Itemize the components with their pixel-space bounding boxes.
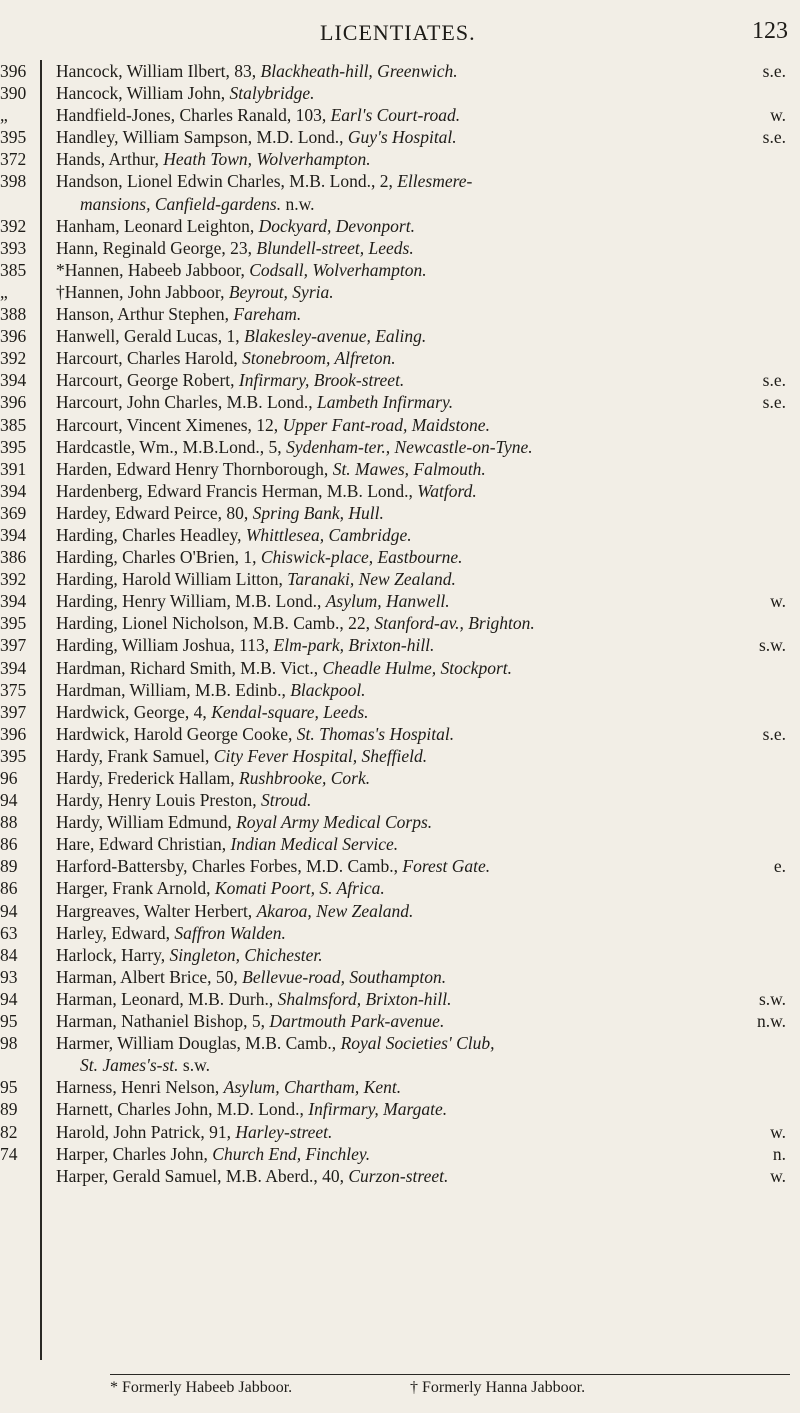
entry-address: Harley-street. bbox=[235, 1121, 333, 1142]
margin-number bbox=[0, 1054, 40, 1076]
entry-name: Harlock, Harry, bbox=[56, 944, 166, 965]
list-item bbox=[56, 723, 786, 745]
entry-name: Harding, William Joshua, 113, bbox=[56, 635, 270, 656]
entry-name: Harden, Edward Henry Thornborough, bbox=[56, 458, 329, 479]
entry-name: Hardman, Richard Smith, M.B. Vict., bbox=[56, 657, 319, 678]
entry-address: Spring Bank, Hull. bbox=[252, 502, 384, 523]
list-item bbox=[56, 82, 786, 104]
entry-name: Hanson, Arthur Stephen, bbox=[56, 304, 230, 325]
entry-address: Heath Town, Wolverhampton. bbox=[163, 149, 371, 170]
page-header bbox=[0, 14, 800, 54]
postal-district: n.w. bbox=[756, 1011, 786, 1032]
postal-district: s.e. bbox=[762, 370, 786, 391]
list-item bbox=[56, 303, 786, 325]
entry-address: Sydenham-ter., Newcastle-on-Tyne. bbox=[286, 436, 533, 457]
entry-name: †Hannen, John Jabboor, bbox=[56, 281, 225, 302]
list-item bbox=[56, 679, 786, 701]
footnote-formerly-hanna: † Formerly Hanna Jabboor. bbox=[410, 1379, 586, 1396]
margin-number: 95 bbox=[0, 1011, 18, 1032]
margin-number: 385 bbox=[0, 414, 27, 435]
entry-name: Handley, William Sampson, M.D. Lond., bbox=[56, 127, 344, 148]
entry-address: Bellevue-road, Southampton. bbox=[242, 966, 447, 987]
margin-number-column bbox=[0, 60, 40, 1165]
list-item bbox=[56, 414, 786, 436]
entry-address: Dockyard, Devonport. bbox=[258, 215, 415, 236]
entry-address: Church End, Finchley. bbox=[212, 1143, 371, 1164]
postal-district: s.w. bbox=[758, 635, 786, 656]
entry-name: Hands, Arthur, bbox=[56, 149, 159, 170]
entry-name: Hardcastle, Wm., M.B.Lond., 5, bbox=[56, 436, 282, 457]
margin-number: 396 bbox=[0, 392, 27, 413]
list-item bbox=[56, 811, 786, 833]
entry-address: Chiswick-place, Eastbourne. bbox=[260, 547, 463, 568]
margin-number: 98 bbox=[0, 1033, 18, 1054]
entry-address: Ellesmere- bbox=[397, 171, 473, 192]
margin-number: 394 bbox=[0, 591, 27, 612]
entry-address: Fareham. bbox=[233, 304, 302, 325]
entry-address: Rushbrooke, Cork. bbox=[239, 768, 371, 788]
margin-number: 397 bbox=[0, 701, 27, 722]
running-title: LICENTIATES. bbox=[320, 20, 476, 45]
list-item bbox=[56, 546, 786, 568]
list-item bbox=[56, 237, 786, 259]
postal-district: n.w. bbox=[285, 193, 315, 214]
list-item bbox=[56, 877, 786, 899]
list-item bbox=[56, 568, 786, 590]
entry-address: Singleton, Chichester. bbox=[169, 944, 323, 965]
entry-name: Hardenberg, Edward Francis Herman, M.B. Lond., bbox=[56, 480, 413, 501]
column-rule bbox=[40, 60, 42, 1360]
entry-name: Harmer, William Douglas, M.B. Camb., bbox=[56, 1033, 337, 1054]
entry-name: Harcourt, Vincent Ximenes, 12, bbox=[56, 414, 279, 435]
list-item bbox=[56, 612, 786, 634]
list-item bbox=[56, 900, 786, 922]
entry-name: Harper, Gerald Samuel, M.B. Aberd., 40, bbox=[56, 1165, 344, 1186]
entry-name: Hancock, William John, bbox=[56, 83, 226, 104]
list-item bbox=[56, 369, 786, 391]
list-item bbox=[56, 634, 786, 656]
list-item bbox=[56, 215, 786, 237]
entry-name: Harcourt, Charles Harold, bbox=[56, 348, 238, 369]
margin-number: 372 bbox=[0, 149, 27, 170]
margin-number: 394 bbox=[0, 370, 27, 391]
margin-number: 95 bbox=[0, 1077, 18, 1098]
margin-number: 391 bbox=[0, 458, 27, 479]
margin-number: 86 bbox=[0, 878, 18, 899]
entry-name: Hanham, Leonard Leighton, bbox=[56, 215, 255, 236]
entry-address: Elm-park, Brixton-hill. bbox=[273, 635, 435, 656]
entry-name: Harman, Nathaniel Bishop, 5, bbox=[56, 1011, 265, 1032]
entry-address: Royal Societies' Club, bbox=[340, 1033, 495, 1054]
entry-address: St. Mawes, Falmouth. bbox=[332, 458, 486, 479]
entry-name: Hardman, William, M.B. Edinb., bbox=[56, 679, 286, 700]
margin-number bbox=[0, 193, 40, 215]
list-item bbox=[56, 701, 786, 723]
list-item bbox=[56, 436, 786, 458]
entry-name: Hardy, Henry Louis Preston, bbox=[56, 790, 257, 811]
entry-name: Hardwick, Harold George Cooke, bbox=[56, 723, 293, 744]
postal-district: w. bbox=[770, 105, 786, 126]
margin-number: 94 bbox=[0, 988, 18, 1009]
margin-number: 89 bbox=[0, 856, 18, 877]
entry-address: Taranaki, New Zealand. bbox=[287, 569, 456, 590]
entry-address: Stalybridge. bbox=[229, 83, 315, 104]
margin-number: 392 bbox=[0, 569, 27, 590]
entry-name: Hardy, Frederick Hallam, bbox=[56, 768, 235, 788]
entry-name: Harding, Charles O'Brien, 1, bbox=[56, 547, 257, 568]
entry-name: Hancock, William Ilbert, 83, bbox=[56, 61, 257, 81]
entry-address: Saffron Walden. bbox=[174, 922, 286, 943]
entry-name: Harness, Henri Nelson, bbox=[56, 1077, 220, 1098]
entry-name: Hargreaves, Walter Herbert, bbox=[56, 900, 253, 921]
margin-number: 392 bbox=[0, 348, 27, 369]
entry-address: Blackheath-hill, Greenwich. bbox=[260, 61, 458, 81]
list-item bbox=[56, 60, 786, 82]
entry-address: Guy's Hospital. bbox=[347, 127, 457, 148]
postal-district: w. bbox=[770, 591, 786, 612]
entry-name: Hardwick, George, 4, bbox=[56, 701, 207, 722]
entry-continuation bbox=[56, 1054, 786, 1076]
entry-address: Infirmary, Brook-street. bbox=[238, 370, 405, 391]
entry-name: Harger, Frank Arnold, bbox=[56, 878, 211, 899]
margin-number: 392 bbox=[0, 215, 27, 236]
list-item bbox=[56, 281, 786, 303]
list-item bbox=[56, 1165, 786, 1187]
list-item bbox=[56, 657, 786, 679]
entry-address-continued: mansions, Canfield-gardens. bbox=[80, 193, 282, 214]
entry-name: Harcourt, John Charles, M.B. Lond., bbox=[56, 392, 313, 413]
entry-name: Harding, Lionel Nicholson, M.B. Camb., 22, bbox=[56, 613, 371, 634]
list-item bbox=[56, 259, 786, 281]
list-item bbox=[56, 458, 786, 480]
entry-address: Earl's Court-road. bbox=[330, 105, 461, 126]
entry-address-continued: St. James's-st. bbox=[80, 1055, 179, 1076]
margin-number: 74 bbox=[0, 1143, 18, 1164]
margin-number: 89 bbox=[0, 1099, 18, 1120]
entry-address: Blundell-street, Leeds. bbox=[256, 237, 414, 258]
list-item bbox=[56, 480, 786, 502]
entry-address: Shalmsford, Brixton-hill. bbox=[277, 988, 452, 1009]
entry-address: Watford. bbox=[417, 480, 477, 501]
entry-address: Codsall, Wolverhampton. bbox=[249, 259, 427, 280]
entry-name: *Hannen, Habeeb Jabboor, bbox=[56, 259, 245, 280]
margin-number: 394 bbox=[0, 524, 27, 545]
margin-number: 93 bbox=[0, 966, 18, 987]
entry-address: St. Thomas's Hospital. bbox=[296, 723, 455, 744]
margin-number: 394 bbox=[0, 480, 27, 501]
postal-district: s.e. bbox=[762, 392, 786, 413]
entry-name: Harford-Battersby, Charles Forbes, M.D. Camb., bbox=[56, 856, 398, 877]
list-item bbox=[56, 1121, 786, 1143]
margin-number: 396 bbox=[0, 61, 27, 81]
entry-name: Hardey, Edward Peirce, 80, bbox=[56, 502, 249, 523]
entry-name: Hare, Edward Christian, bbox=[56, 834, 227, 855]
margin-number: 82 bbox=[0, 1121, 18, 1142]
entry-address: Dartmouth Park-avenue. bbox=[269, 1011, 445, 1032]
list-item bbox=[56, 922, 786, 944]
postal-district: s.e. bbox=[762, 723, 786, 744]
entry-name: Harley, Edward, bbox=[56, 922, 171, 943]
list-item bbox=[56, 855, 786, 877]
list-item bbox=[56, 1076, 786, 1098]
licentiate-list bbox=[56, 60, 786, 1187]
page-number: 123 bbox=[752, 18, 788, 44]
entry-address: Stroud. bbox=[260, 790, 312, 811]
entry-address: Upper Fant-road, Maidstone. bbox=[282, 414, 490, 435]
margin-number: „ bbox=[0, 281, 8, 302]
list-item bbox=[56, 170, 786, 214]
margin-number: 63 bbox=[0, 922, 18, 943]
entry-name: Harcourt, George Robert, bbox=[56, 370, 235, 391]
entry-name: Handfield-Jones, Charles Ranald, 103, bbox=[56, 105, 327, 126]
entry-name: Hardy, Frank Samuel, bbox=[56, 745, 210, 766]
margin-number: 396 bbox=[0, 723, 27, 744]
list-item bbox=[56, 767, 786, 789]
list-item bbox=[56, 789, 786, 811]
entry-name: Harding, Henry William, M.B. Lond., bbox=[56, 591, 322, 612]
margin-number: 388 bbox=[0, 304, 27, 325]
margin-number: 396 bbox=[0, 326, 27, 347]
entry-name: Harnett, Charles John, M.D. Lond., bbox=[56, 1099, 304, 1120]
margin-number: 94 bbox=[0, 900, 18, 921]
entry-name: Hardy, William Edmund, bbox=[56, 812, 232, 833]
entry-address: Forest Gate. bbox=[402, 856, 491, 877]
entry-name: Hanwell, Gerald Lucas, 1, bbox=[56, 326, 240, 347]
margin-number: 86 bbox=[0, 834, 18, 855]
list-item bbox=[56, 104, 786, 126]
list-item bbox=[56, 1010, 786, 1032]
margin-number: 375 bbox=[0, 679, 27, 700]
postal-district: e. bbox=[773, 856, 786, 877]
margin-number: 369 bbox=[0, 502, 27, 523]
entry-address: Komati Poort, S. Africa. bbox=[214, 878, 385, 899]
list-item bbox=[56, 502, 786, 524]
entry-name: Harman, Albert Brice, 50, bbox=[56, 966, 238, 987]
margin-number: 397 bbox=[0, 635, 27, 656]
entry-name: Harman, Leonard, M.B. Durh., bbox=[56, 988, 274, 1009]
entry-address: Royal Army Medical Corps. bbox=[236, 812, 433, 833]
margin-number: 386 bbox=[0, 547, 27, 568]
margin-number: 88 bbox=[0, 812, 18, 833]
margin-number: 390 bbox=[0, 83, 27, 104]
margin-number: 395 bbox=[0, 127, 27, 148]
list-item bbox=[56, 1143, 786, 1165]
postal-district: n. bbox=[772, 1143, 786, 1164]
postal-district: s.w. bbox=[182, 1055, 210, 1076]
entry-address: Asylum, Chartham, Kent. bbox=[223, 1077, 402, 1098]
entry-address: Blakesley-avenue, Ealing. bbox=[244, 326, 427, 347]
list-item bbox=[56, 347, 786, 369]
margin-number: 94 bbox=[0, 790, 18, 811]
margin-number: 96 bbox=[0, 768, 18, 788]
margin-number: 394 bbox=[0, 657, 27, 678]
entry-address: Whittlesea, Cambridge. bbox=[245, 524, 412, 545]
margin-number: 393 bbox=[0, 237, 27, 258]
list-item bbox=[56, 391, 786, 413]
list-item bbox=[56, 325, 786, 347]
entry-name: Harding, Harold William Litton, bbox=[56, 569, 283, 590]
entry-address: Stonebroom, Alfreton. bbox=[242, 348, 396, 369]
postal-district: w. bbox=[770, 1165, 786, 1186]
list-item bbox=[56, 126, 786, 148]
entry-name: Harold, John Patrick, 91, bbox=[56, 1121, 231, 1142]
margin-number: 395 bbox=[0, 745, 27, 766]
list-item bbox=[56, 833, 786, 855]
postal-district: s.e. bbox=[762, 127, 786, 148]
entry-address: Akaroa, New Zealand. bbox=[256, 900, 414, 921]
entry-name: Handson, Lionel Edwin Charles, M.B. Lond., 2, bbox=[56, 171, 393, 192]
footnote-formerly-habeeb: * Formerly Habeeb Jabboor. bbox=[110, 1379, 293, 1396]
entry-address: Indian Medical Service. bbox=[230, 834, 399, 855]
entry-address: Infirmary, Margate. bbox=[308, 1099, 448, 1120]
entry-address: Kendal-square, Leeds. bbox=[211, 701, 369, 722]
footnotes bbox=[110, 1374, 790, 1396]
entry-name: Hann, Reginald George, 23, bbox=[56, 237, 253, 258]
postal-district: w. bbox=[770, 1121, 786, 1142]
list-item bbox=[56, 944, 786, 966]
entry-address: Asylum, Hanwell. bbox=[325, 591, 450, 612]
margin-number: 395 bbox=[0, 613, 27, 634]
list-item bbox=[56, 148, 786, 170]
entry-name: Harding, Charles Headley, bbox=[56, 524, 242, 545]
list-item bbox=[56, 966, 786, 988]
postal-district: s.e. bbox=[762, 61, 786, 81]
margin-number: „ bbox=[0, 105, 8, 126]
entry-address: Cheadle Hulme, Stockport. bbox=[322, 657, 512, 678]
entry-continuation bbox=[56, 193, 786, 215]
list-item bbox=[56, 524, 786, 546]
entry-name: Harper, Charles John, bbox=[56, 1143, 208, 1164]
entry-address: Stanford-av., Brighton. bbox=[374, 613, 535, 634]
entry-address: Blackpool. bbox=[290, 679, 366, 700]
list-item bbox=[56, 745, 786, 767]
margin-number: 385 bbox=[0, 259, 27, 280]
entry-address: City Fever Hospital, Sheffield. bbox=[213, 745, 428, 766]
margin-number: 84 bbox=[0, 944, 18, 965]
list-item bbox=[56, 988, 786, 1010]
list-item bbox=[56, 1098, 786, 1120]
margin-number: 398 bbox=[0, 171, 27, 192]
entry-address: Beyrout, Syria. bbox=[228, 281, 334, 302]
list-item bbox=[56, 590, 786, 612]
margin-number: 395 bbox=[0, 436, 27, 457]
postal-district: s.w. bbox=[758, 988, 786, 1009]
entry-address: Lambeth Infirmary. bbox=[317, 392, 454, 413]
list-item bbox=[56, 1032, 786, 1076]
entry-address: Curzon-street. bbox=[348, 1165, 449, 1186]
